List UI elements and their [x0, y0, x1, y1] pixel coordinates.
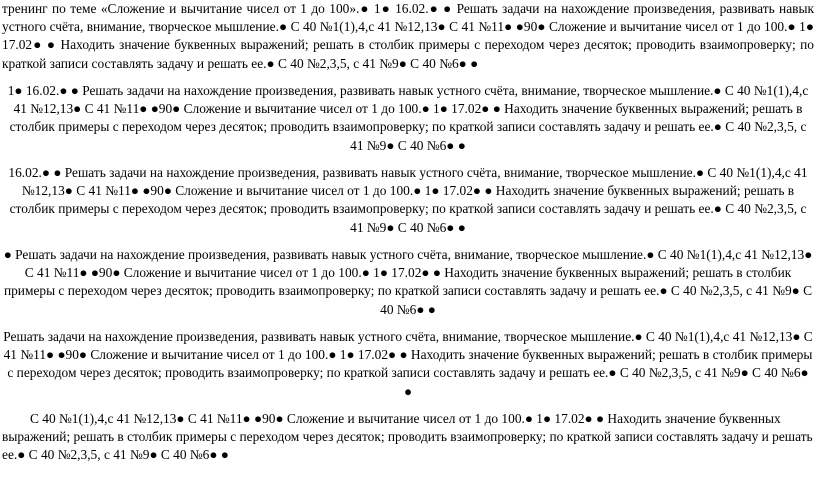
paragraph-6: С 40 №1(1),4,с 41 №12,13● С 41 №11● ●90● Сложение и вычитание чисел от 1 до 100.● 1● 17.02● ● Находить значение буквенных выражений; решать в столбик примеры с переходом через десяток; проводить взаимопроверку; по краткой записи составлять задачу и решать ее.● С 40 №2,3,5, с 41 №9● С 40 №6● ●: [2, 411, 813, 463]
paragraph-5: Решать задачи на нахождение произведения, развивать навык устного счёта, внимание, творческое мышление.● С 40 №1(1),4,с 41 №12,13● С 41 №11● ●90● Сложение и вычитание чисел от 1 до 100.● 1● 17.02● ● Находить значение буквенных выражений; решать в столбик примеры с переходом через десяток; проводить взаимопроверку; по краткой записи составлять задачу и решать ее.● С 40 №2,3,5, с 41 №9● С 40 №6● ●: [3, 329, 813, 399]
paragraph-3: 16.02.● ● Решать задачи на нахождение произведения, развивать навык устного счёта, внимание, творческое мышление.● С 40 №1(1),4,с 41 №12,13● С 41 №11● ●90● Сложение и вычитание чисел от 1 до 100.● 1● 17.02● ● Находить значение буквенных выражений; решать в столбик примеры с переходом через десяток; проводить взаимопроверку; по краткой записи составлять задачу и решать ее.● С 40 №2,3,5, с 41 №9● С 40 №6● ●: [8, 165, 808, 235]
paragraph-4: ● Решать задачи на нахождение произведения, развивать навык устного счёта, внимание, творческое мышление.● С 40 №1(1),4,с 41 №12,13● С 41 №11● ●90● Сложение и вычитание чисел от 1 до 100.● 1● 17.02● ● Находить значение буквенных выражений; решать в столбик примеры с переходом через десяток; проводить взаимопроверку; по краткой записи составлять задачу и решать ее.● С 40 №2,3,5, с 41 №9● С 40 №6● ●: [3, 247, 813, 317]
paragraph-1: тренинг по теме «Сложение и вычитание чисел от 1 до 100».● 1● 16.02.● ● Решать задачи на нахождение произведения, развивать навык устного счёта, внимание, творческое мышление.● С 40 №1(1),4,с 41 №12,13● С 41 №11● ●90● Сложение и вычитание чисел от 1 до 100.● 1● 17.02● ● Находить значение буквенных выражений; решать в столбик примеры с переходом через десяток; проводить взаимопроверку; по краткой записи составлять задачу и решать ее.● С 40 №2,3,5, с 41 №9● С 40 №6● ●: [2, 1, 814, 71]
paragraph-2: 1● 16.02.● ● Решать задачи на нахождение произведения, развивать навык устного счёта, внимание, творческое мышление.● С 40 №1(1),4,с 41 №12,13● С 41 №11● ●90● Сложение и вычитание чисел от 1 до 100.● 1● 17.02● ● Находить значение буквенных выражений; решать в столбик примеры с переходом через десяток; проводить взаимопроверку; по краткой записи составлять задачу и решать ее.● С 40 №2,3,5, с 41 №9● С 40 №6● ●: [7, 83, 809, 153]
